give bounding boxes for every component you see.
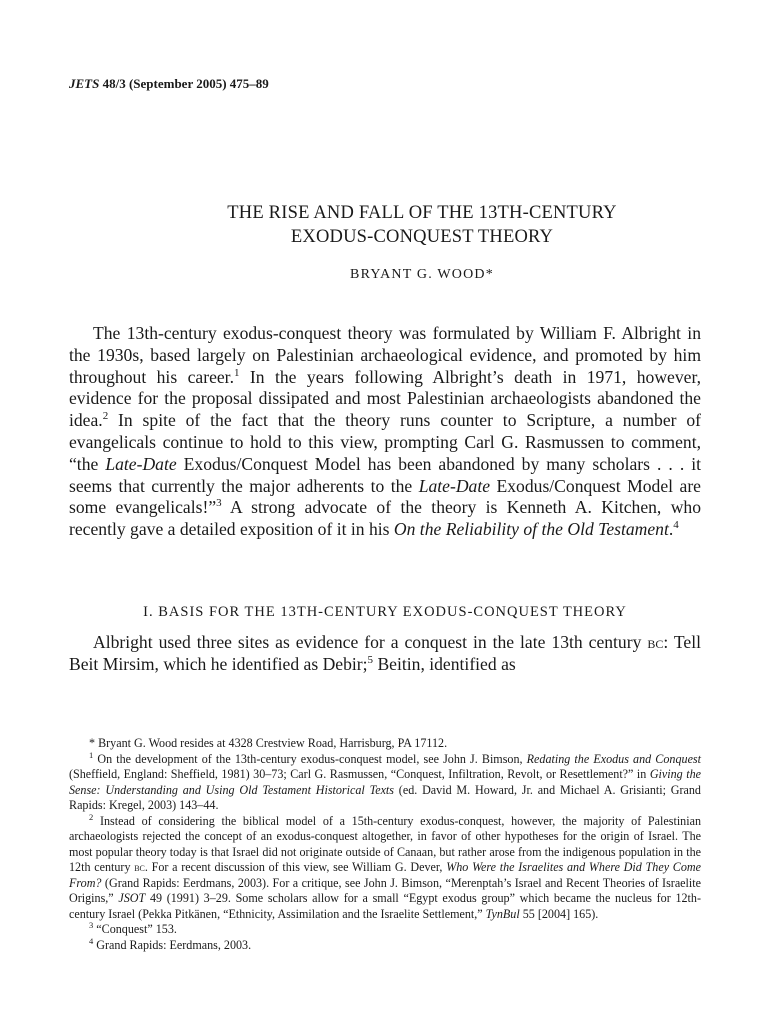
- journal-citation: 48/3 (September 2005) 475–89: [102, 76, 269, 91]
- article-title: [69, 201, 768, 249]
- footnote-text: Instead of considering the biblical model of a 15th-century exodus-conquest, however, the majority of Palestinian archaeologists rejected the concept of an exodus-conquest altogether, in favor of other hypotheses for the origin of Israel. The most popular theory today is that Israel did not originate outside of Canaan, but rather arose from the indigenous population in the 12th century: [69, 813, 701, 874]
- intro-italic: Late-Date: [418, 475, 491, 496]
- footnote-text: 55 [2004] 165).: [519, 906, 599, 921]
- intro-paragraph: [69, 323, 701, 541]
- footnote-italic: Giving the Sense: Understanding and Using Old Testament Historical Texts: [69, 767, 701, 797]
- footnote-italic: Redating the Exodus and Conquest: [526, 751, 701, 766]
- title-line-1: THE RISE AND FALL OF THE 13TH-CENTURY: [227, 203, 617, 223]
- era-abbrev: bc: [647, 632, 664, 652]
- intro-text: Exodus/Conquest Model has been abandoned by many scholars . . . it seems that currently the major adherents to the: [69, 453, 701, 496]
- footnotes: [69, 736, 701, 953]
- author-footnote-mark: *: [485, 267, 494, 282]
- footnote-text: (Sheffield, England: Sheffield, 1981) 30–73; Carl G. Rasmussen, “Conquest, Infiltration, Revolt, or Resettlement?” in: [69, 767, 650, 781]
- footnote-italic: JSOT: [118, 891, 146, 905]
- footnote-star: * Bryant G. Wood resides at 4328 Crestview Road, Harrisburg, PA 17112.: [89, 736, 448, 750]
- running-header: [69, 76, 269, 92]
- footnote-3: [69, 919, 701, 938]
- era-abbrev: bc: [134, 860, 145, 874]
- intro-text: .: [668, 519, 674, 540]
- footnote-4: [69, 935, 701, 954]
- article-author: [69, 267, 768, 283]
- intro-italic: Late-Date: [105, 453, 177, 474]
- section-text: Albright used three sites as evidence for a conquest in the late 13th century: [93, 632, 648, 652]
- intro-text: Exodus/Conquest Model are some evangelicals!”: [69, 475, 701, 518]
- footnote-text: On the development of the 13th-century exodus-conquest model, see John J. Bimson,: [93, 751, 527, 766]
- footnote-number: 3: [89, 919, 94, 930]
- footnote-ref: 3: [216, 497, 222, 510]
- footnote-text: “Conquest” 153.: [93, 922, 177, 936]
- intro-text: A strong advocate of the theory is Kenneth A. Kitchen, who recently gave a detailed exposition of it in his: [69, 497, 701, 540]
- author-name: BRYANT G. WOOD: [350, 267, 486, 282]
- footnote-italic: TynBul: [485, 906, 520, 921]
- footnote-italic: Who Were the Israelites and Where Did They Come From?: [69, 860, 701, 890]
- footnote-2: [69, 811, 701, 923]
- footnote-text: Grand Rapids: Eerdmans, 2003.: [93, 937, 252, 952]
- section-paragraph: [69, 632, 701, 676]
- footnote-ref: 1: [233, 366, 240, 379]
- footnote-number: 2: [89, 811, 94, 822]
- intro-text: The 13th-century exodus-conquest theory was formulated by William F. Albright in the 1930s, based largely on Palestinian archaeological evidence, and promoted by him throughout his career.: [69, 323, 701, 387]
- intro-text: In spite of the fact that the theory runs counter to Scripture, a number of evangelicals continue to hold to this view, prompting Carl G. Rasmussen to comment, “the: [69, 410, 701, 474]
- journal-abbrev: JETS: [69, 76, 100, 91]
- footnote-1: [69, 749, 701, 814]
- footnote-text: 49 (1991) 3–29. Some scholars allow for a small “Egypt exodus group” which became the nucleus for 12th-century Israel (Pekka Pitkänen, “Ethnicity, Assimilation and the Israelite Settlement,”: [69, 891, 701, 921]
- footnote-number: 4: [89, 935, 94, 946]
- title-line-2: EXODUS-CONQUEST THEORY: [290, 227, 554, 247]
- footnote-number: 1: [89, 749, 94, 760]
- footnote-ref: 5: [367, 653, 374, 666]
- footnote-ref: 2: [102, 410, 109, 423]
- footnote-ref: 4: [673, 519, 679, 532]
- section-text: Beitin, identified as: [373, 653, 516, 674]
- footnote-text: (Grand Rapids: Eerdmans, 2003). For a critique, see John J. Bimson, “Merenptah’s Israel and Recent Theories of Israelite Origins,”: [69, 875, 701, 905]
- section-heading: I. BASIS FOR THE 13TH-CENTURY EXODUS-CONQUEST THEORY: [143, 604, 627, 620]
- section-text: : Tell Beit Mirsim, which he identified as Debir;: [69, 632, 702, 674]
- footnote-text: . For a recent discussion of this view, see William G. Dever,: [144, 860, 447, 874]
- intro-italic: On the Reliability of the Old Testament: [393, 519, 669, 540]
- intro-text: In the years following Albright’s death in 1971, however, evidence for the proposal dissipated and most Palestinian archaeologists abandoned the idea.: [69, 366, 701, 431]
- footnote-text: (ed. David M. Howard, Jr. and Michael A. Grisianti; Grand Rapids: Kregel, 2003) 143–44.: [69, 782, 701, 812]
